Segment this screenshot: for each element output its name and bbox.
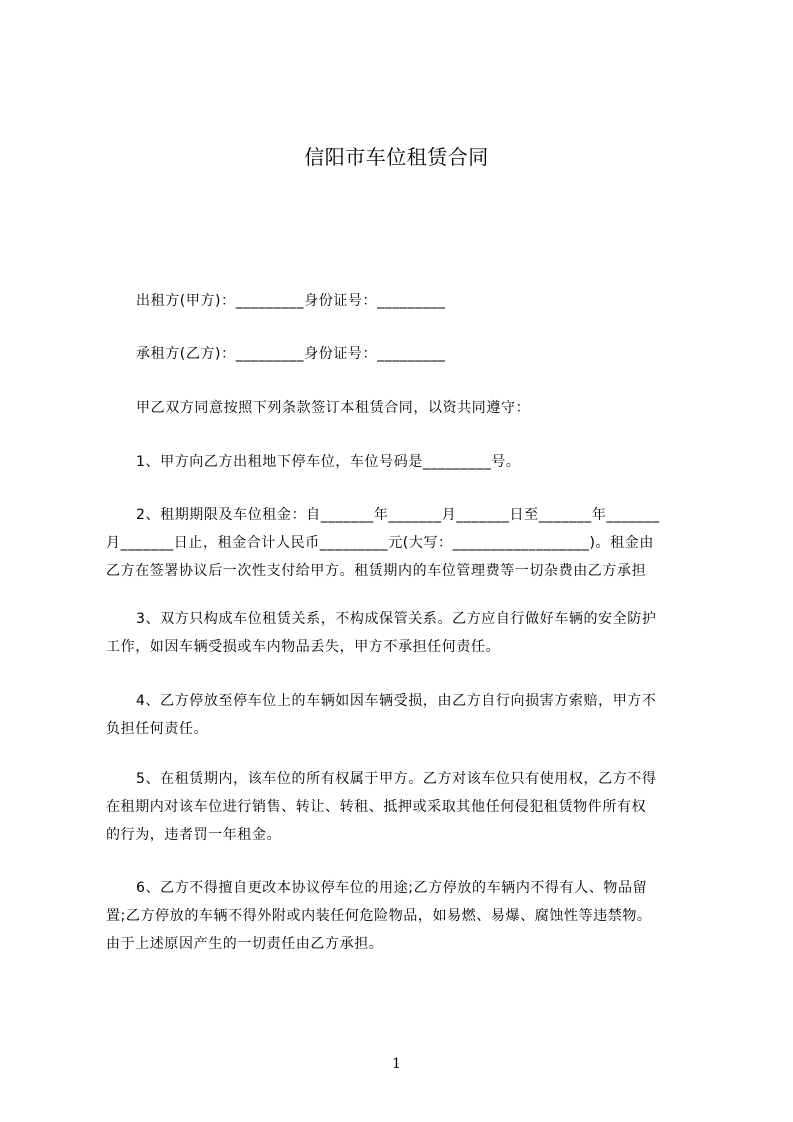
- clause-4-line-2: 负担任何责任。: [106, 721, 209, 737]
- clause-2: [106, 501, 702, 585]
- clause-3-line-2: 工作，如因车辆受损或车内物品丢失，甲方不承担任何责任。: [106, 639, 501, 655]
- preamble: [106, 394, 702, 422]
- lessor-line: [106, 287, 702, 315]
- lessor-text: 出租方(甲方)：_________身份证号：_________: [136, 293, 446, 309]
- clause-6: [106, 874, 702, 958]
- clause-5-line-3: 的行为，违者罚一年租金。: [106, 827, 282, 843]
- lessee-text: 承租方(乙方)：_________身份证号：_________: [136, 346, 446, 362]
- clause-3: [106, 605, 702, 661]
- lessee-line: [106, 340, 702, 368]
- clause-2-line-1: 2、租期期限及车位租金：自_______年_______月_______日至_______年_______: [136, 507, 660, 523]
- clause-1-line-1: 1、甲方向乙方出租地下停车位，车位号码是_________号。: [136, 454, 521, 470]
- clause-5-line-2: 在租期内对该车位进行销售、转让、转租、抵押或采取其他任何侵犯租赁物件所有权: [106, 799, 647, 815]
- preamble-text: 甲乙双方同意按照下列条款签订本租赁合同，以资共同遵守：: [136, 400, 531, 416]
- clause-4-line-1: 4、乙方停放至停车位上的车辆如因车辆受损，由乙方自行向损害方索赔，甲方不: [136, 693, 657, 709]
- clause-6-line-1: 6、乙方不得擅自更改本协议停车位的用途;乙方停放的车辆内不得有人、物品留: [136, 880, 648, 896]
- clause-6-line-2: 置;乙方停放的车辆不得外附或内装任何危险物品，如易燃、易爆、腐蚀性等违禁物。: [106, 908, 652, 924]
- clause-3-line-1: 3、双方只构成车位租赁关系，不构成保管关系。乙方应自行做好车辆的安全防护: [136, 611, 657, 627]
- clause-4: [106, 687, 702, 743]
- clause-1: [106, 448, 702, 476]
- clause-2-line-2: 月_______日止，租金合计人民币_________元(大写：__________________)。租金由: [106, 535, 654, 551]
- clause-5-line-1: 5、在租赁期内，该车位的所有权属于甲方。乙方对该车位只有使用权，乙方不得: [136, 771, 657, 787]
- page-number: 1: [392, 1056, 401, 1072]
- document-title: 信阳市车位租赁合同: [304, 145, 489, 169]
- clause-6-line-3: 由于上述原因产生的一切责任由乙方承担。: [106, 936, 384, 952]
- clause-2-line-3: 乙方在签署协议后一次性支付给甲方。租赁期内的车位管理费等一切杂费由乙方承担: [106, 563, 647, 579]
- clause-5: [106, 765, 702, 849]
